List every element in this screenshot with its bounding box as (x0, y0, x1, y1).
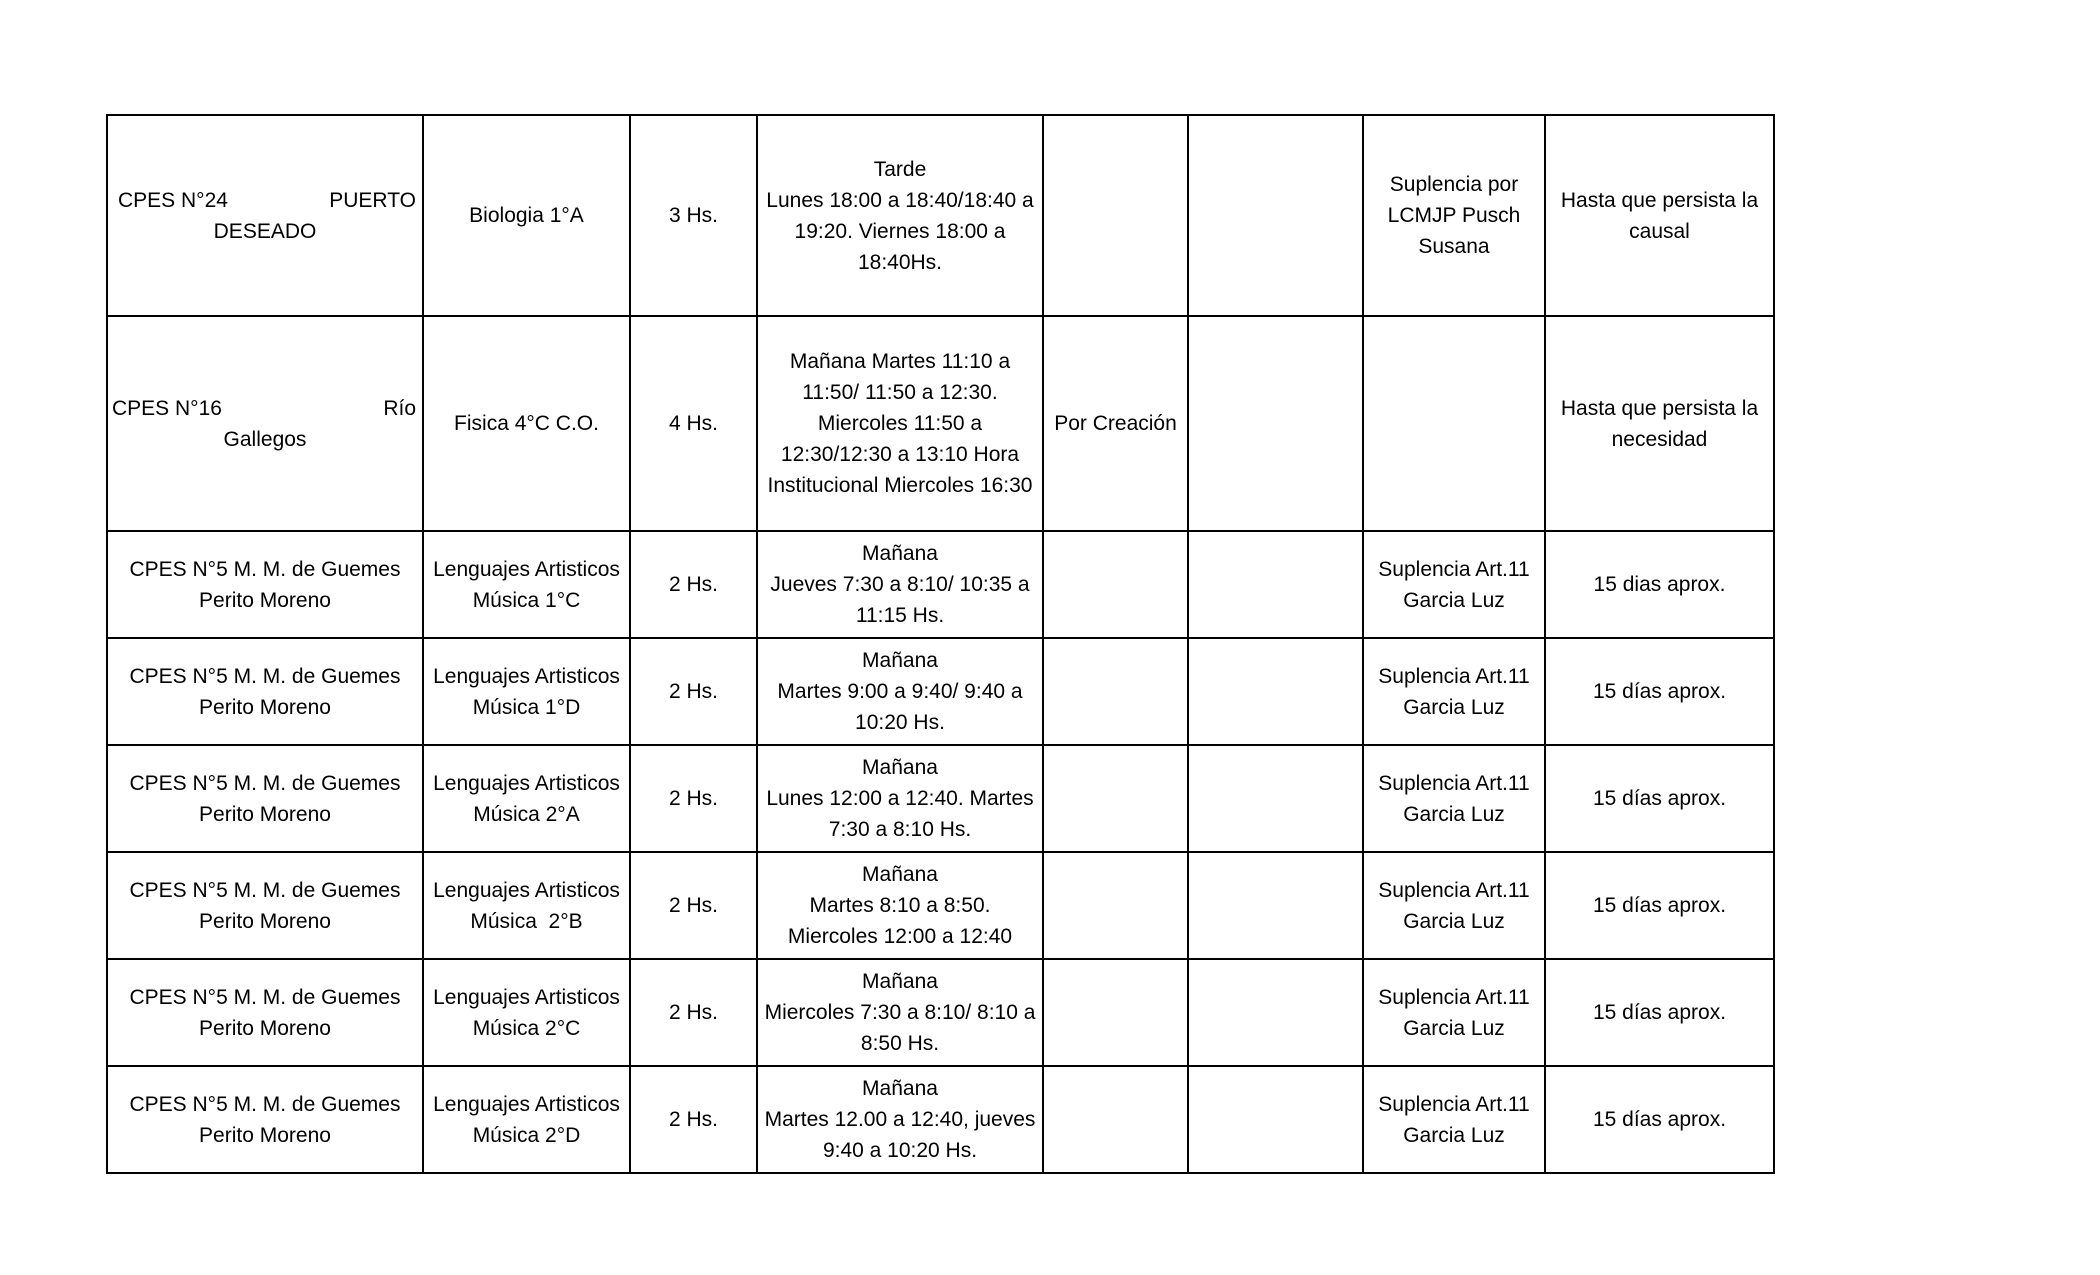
table-row (107, 531, 1774, 638)
schedule-cell (757, 852, 1043, 959)
school-line: Perito Moreno (199, 802, 331, 826)
subject-cell (423, 1066, 630, 1173)
duration-cell (1545, 1066, 1774, 1173)
school-line: CPES N°5 M. M. de Guemes (129, 557, 401, 581)
schedule-line: 11:15 Hs. (855, 604, 945, 627)
school-city-part: PUERTO (329, 188, 416, 212)
vacancy-table (106, 114, 1775, 1174)
hours-cell: 2 Hs. (630, 959, 757, 1066)
school-cell (107, 1066, 423, 1173)
empty-cell (1188, 638, 1363, 745)
subject-line: Lenguajes Artisticos (433, 878, 620, 902)
subject-line: Lenguajes Artisticos (433, 1092, 620, 1116)
empty-cell (1188, 745, 1363, 852)
subject-line: Biologia 1°A (469, 204, 584, 227)
duration-line: Hasta que persista la (1560, 396, 1759, 420)
subject-line: Lenguajes Artisticos (433, 557, 620, 581)
schedule-line: Tarde (873, 157, 927, 181)
subject-line: Música 2°D (472, 1123, 581, 1147)
duration-line: 15 días aprox. (1592, 894, 1727, 917)
subject-line: Fisica 4°C C.O. (454, 412, 599, 435)
empty-cell (1188, 316, 1363, 531)
hours-cell: 2 Hs. (630, 638, 757, 745)
subject-line: Música 2°C (472, 1016, 581, 1040)
reason-cell (1363, 115, 1545, 316)
duration-line: 15 dias aprox. (1593, 573, 1726, 596)
duration-cell (1545, 316, 1774, 531)
schedule-line: Mañana (862, 1077, 938, 1100)
subject-line: Música 1°D (472, 695, 581, 719)
reason-line: Susana (1418, 235, 1490, 258)
subject-cell (423, 745, 630, 852)
reason-cell (1363, 959, 1545, 1066)
subject-line: Música 1°C (472, 588, 581, 612)
reason-line: Garcia Luz (1403, 802, 1505, 826)
table-row (107, 852, 1774, 959)
duration-line: 15 días aprox. (1592, 787, 1727, 810)
empty-cell (1043, 745, 1188, 852)
duration-cell (1545, 115, 1774, 316)
schedule-line: Institucional Miercoles 16:30 (767, 474, 1033, 497)
duration-line: 15 días aprox. (1592, 1001, 1727, 1024)
reason-line: Suplencia Art.11 (1378, 1092, 1530, 1116)
hours-cell: 2 Hs. (630, 1066, 757, 1173)
school-line: CPES N°5 M. M. de Guemes (129, 664, 401, 688)
reason-line: Suplencia Art.11 (1378, 664, 1530, 688)
duration-cell (1545, 852, 1774, 959)
schedule-line: Mañana Martes 11:10 a (789, 350, 1011, 373)
hours-cell: 4 Hs. (630, 316, 757, 531)
duration-line: 15 días aprox. (1592, 680, 1727, 703)
duration-line: Hasta que persista la (1560, 188, 1759, 212)
subject-cell (423, 852, 630, 959)
hours-cell: 2 Hs. (630, 852, 757, 959)
table-row (107, 638, 1774, 745)
schedule-line: Mañana (862, 542, 938, 565)
schedule-line: Jueves 7:30 a 8:10/ 10:35 a (770, 573, 1030, 596)
reason-line: Garcia Luz (1403, 1016, 1505, 1040)
school-line: Perito Moreno (199, 1123, 331, 1147)
schedule-line: Miercoles 7:30 a 8:10/ 8:10 a (764, 1001, 1036, 1024)
reason-cell (1363, 316, 1545, 531)
reason-line: Garcia Luz (1403, 909, 1505, 933)
subject-cell (423, 959, 630, 1066)
schedule-line: 7:30 a 8:10 Hs. (828, 818, 972, 841)
reason-line: Suplencia Art.11 (1378, 557, 1530, 581)
empty-cell (1043, 115, 1188, 316)
table-row (107, 959, 1774, 1066)
reason-cell (1363, 852, 1545, 959)
schedule-line: Lunes 18:00 a 18:40/18:40 a (766, 188, 1034, 212)
duration-cell (1545, 638, 1774, 745)
schedule-line: Mañana (862, 756, 938, 779)
school-cell (107, 852, 423, 959)
reason-line: Garcia Luz (1403, 588, 1505, 612)
school-cell (107, 115, 423, 316)
school-line: Perito Moreno (199, 588, 331, 612)
school-cell (107, 745, 423, 852)
school-line: CPES N°5 M. M. de Guemes (129, 1092, 401, 1116)
table-row (107, 316, 1774, 531)
empty-cell (1043, 638, 1188, 745)
subject-cell (423, 638, 630, 745)
school-name: CPES N°24 (118, 188, 228, 212)
table-row (107, 115, 1774, 316)
subject-cell (423, 531, 630, 638)
empty-cell (1043, 531, 1188, 638)
subject-line: Lenguajes Artisticos (433, 985, 620, 1009)
schedule-line: 8:50 Hs. (860, 1032, 940, 1055)
school-line-split (112, 393, 418, 424)
reason-cell (1363, 745, 1545, 852)
reason-line: Suplencia por (1389, 173, 1519, 196)
reason-line: Garcia Luz (1403, 1123, 1505, 1147)
school-cell (107, 316, 423, 531)
subject-line: Lenguajes Artisticos (433, 664, 620, 688)
schedule-cell (757, 745, 1043, 852)
duration-line: necesidad (1611, 427, 1708, 451)
schedule-line: Mañana (862, 863, 938, 886)
schedule-cell (757, 316, 1043, 531)
schedule-line: 11:50/ 11:50 a 12:30. (802, 381, 998, 404)
reason-cell (1363, 1066, 1545, 1173)
table-row (107, 745, 1774, 852)
subject-line: Música 2°A (473, 802, 580, 826)
reason-line: LCMJP Pusch (1387, 204, 1521, 227)
reason-line: Suplencia Art.11 (1378, 985, 1530, 1009)
hours-cell: 2 Hs. (630, 531, 757, 638)
school-line: CPES N°5 M. M. de Guemes (129, 878, 401, 902)
schedule-cell (757, 1066, 1043, 1173)
empty-cell (1043, 1066, 1188, 1173)
schedule-line: Miercoles 12:00 a 12:40 (787, 925, 1013, 948)
empty-cell (1043, 959, 1188, 1066)
empty-cell (1188, 852, 1363, 959)
schedule-line: 10:20 Hs. (855, 711, 945, 734)
subject-line: Lenguajes Artisticos (433, 771, 620, 795)
schedule-cell (757, 531, 1043, 638)
duration-line: 15 días aprox. (1592, 1108, 1727, 1131)
type-cell: Por Creación (1043, 316, 1188, 531)
school-line-split (112, 185, 418, 216)
schedule-line: 18:40Hs. (857, 250, 943, 274)
empty-cell (1043, 852, 1188, 959)
school-line: CPES N°5 M. M. de Guemes (129, 985, 401, 1009)
schedule-cell (757, 638, 1043, 745)
school-city-part: DESEADO (213, 219, 317, 243)
reason-line: Suplencia Art.11 (1378, 878, 1530, 902)
reason-cell (1363, 531, 1545, 638)
school-name: CPES N°16 (112, 396, 222, 420)
hours-cell: 3 Hs. (630, 115, 757, 316)
schedule-line: Mañana (862, 970, 938, 993)
schedule-line: Martes 12.00 a 12:40, jueves (764, 1108, 1036, 1131)
reason-line: Garcia Luz (1403, 695, 1505, 719)
schedule-line: Mañana (862, 649, 938, 672)
empty-cell (1188, 959, 1363, 1066)
school-cell (107, 638, 423, 745)
reason-line: Suplencia Art.11 (1378, 771, 1530, 795)
school-cell (107, 531, 423, 638)
subject-cell (423, 115, 630, 316)
hours-cell: 2 Hs. (630, 745, 757, 852)
subject-cell (423, 316, 630, 531)
duration-cell (1545, 959, 1774, 1066)
schedule-cell (757, 115, 1043, 316)
schedule-line: Lunes 12:00 a 12:40. Martes (766, 787, 1034, 810)
empty-cell (1188, 531, 1363, 638)
duration-line: causal (1629, 219, 1690, 243)
school-line: CPES N°5 M. M. de Guemes (129, 771, 401, 795)
duration-cell (1545, 745, 1774, 852)
schedule-line: Martes 8:10 a 8:50. (809, 894, 991, 917)
reason-cell (1363, 638, 1545, 745)
duration-cell (1545, 531, 1774, 638)
schedule-cell (757, 959, 1043, 1066)
school-line: Perito Moreno (199, 1016, 331, 1040)
school-line: Perito Moreno (199, 909, 331, 933)
schedule-line: 9:40 a 10:20 Hs. (822, 1139, 978, 1162)
schedule-line: 19:20. Viernes 18:00 a (794, 219, 1006, 243)
empty-cell (1188, 115, 1363, 316)
schedule-line: Martes 9:00 a 9:40/ 9:40 a (777, 680, 1023, 703)
schedule-line: Miercoles 11:50 a (817, 412, 983, 435)
school-cell (107, 959, 423, 1066)
schedule-line: 12:30/12:30 a 13:10 Hora (780, 443, 1020, 466)
school-line: Perito Moreno (199, 695, 331, 719)
subject-line: Música 2°B (470, 909, 583, 933)
school-city-part: Río (383, 396, 416, 420)
table-row (107, 1066, 1774, 1173)
empty-cell (1188, 1066, 1363, 1173)
school-city-part: Gallegos (223, 427, 307, 451)
